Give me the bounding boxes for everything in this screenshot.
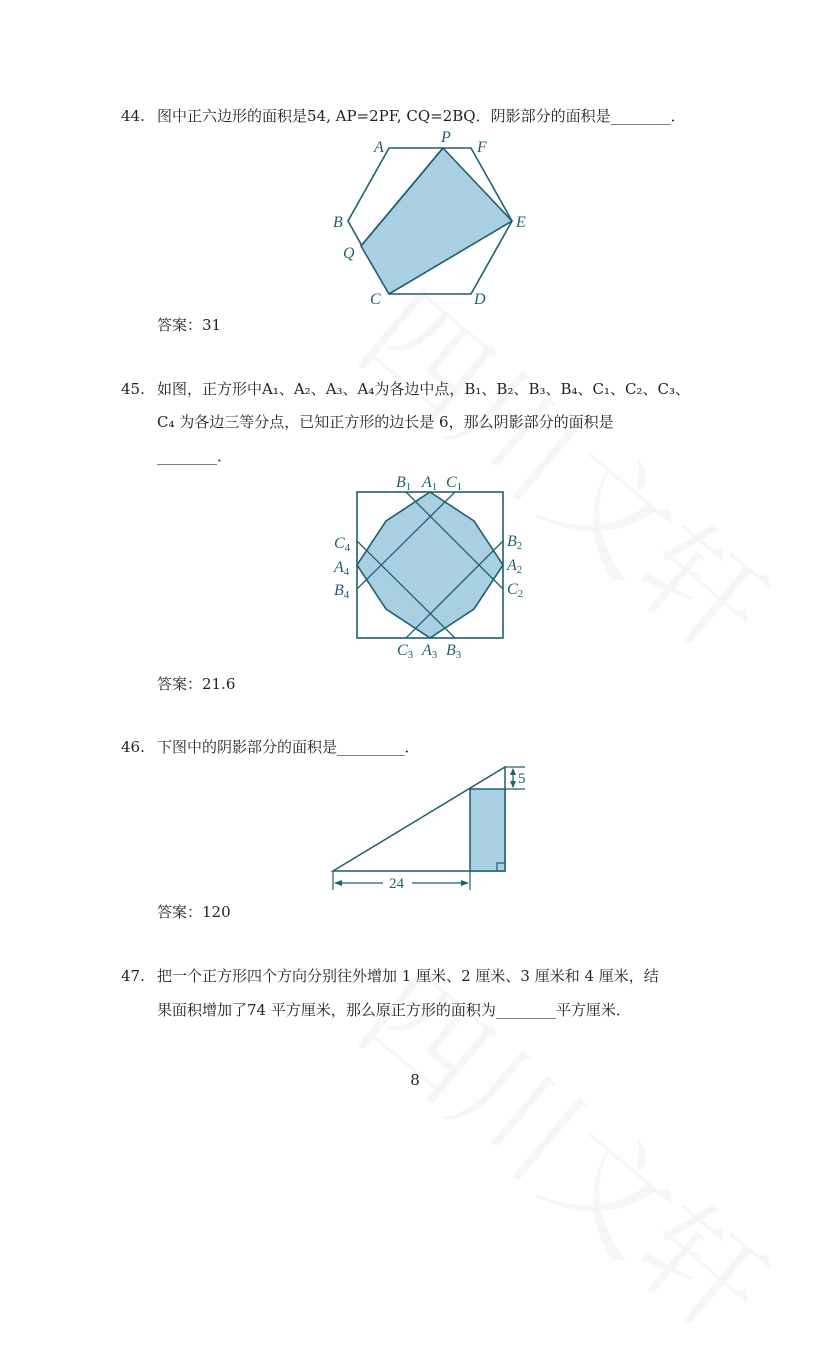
label-E: E	[516, 214, 526, 231]
answer-value: 21.6	[202, 675, 236, 693]
problem-46-answer	[157, 901, 231, 922]
arrow-down	[510, 781, 516, 788]
label-B: B	[333, 214, 343, 231]
problem-44-number: 44.	[121, 107, 145, 125]
label-C: C	[370, 291, 381, 308]
label-P: P	[441, 129, 451, 146]
arrow-right	[461, 880, 469, 886]
label-C3: C3	[397, 642, 414, 661]
label-C4: C4	[334, 535, 351, 554]
problem-45-text-line-1: 如图，正方形中A₁、A₂、A₃、A₄为各边中点，B₁、B₂、B₃、B₄、C₁、C₂、C₃、	[157, 380, 691, 398]
label-A: A	[374, 139, 384, 156]
label-B3: B3	[446, 642, 462, 661]
answer-value: 120	[202, 903, 231, 921]
label-A3: A3	[422, 642, 438, 661]
problem-44-text: 图中正六边形的面积是54, AP=2PF, CQ=2BQ．阴影部分的面积是________．	[157, 107, 686, 125]
label-Q: Q	[343, 245, 355, 262]
problem-47-text-line-2: 果面积增加了74 平方厘米，那么原正方形的面积为________平方厘米．	[157, 1001, 631, 1019]
label-D: D	[474, 291, 486, 308]
answer-label: 答案：	[157, 675, 203, 693]
label-B1: B1	[396, 474, 412, 493]
label-C1: C1	[446, 474, 463, 493]
label-A2: A2	[507, 557, 523, 576]
label-A1: A1	[422, 474, 438, 493]
problem-46-number: 46.	[121, 738, 145, 756]
problem-47-number: 47.	[121, 967, 145, 985]
answer-value: 31	[202, 316, 222, 334]
label-F: F	[477, 139, 487, 156]
page-number: 8	[410, 1071, 420, 1089]
arrow-left	[334, 880, 342, 886]
label-A4: A4	[334, 559, 350, 578]
problem-45-text-line-2: C₄ 为各边三等分点，已知正方形的边长是 6，那么阴影部分的面积是	[157, 413, 614, 431]
answer-label: 答案：	[157, 316, 203, 334]
problem-47-text-line-1: 把一个正方形四个方向分别往外增加 1 厘米、2 厘米、3 厘米和 4 厘米，结	[157, 967, 659, 985]
problem-46-text: 下图中的阴影部分的面积是_________．	[157, 738, 420, 756]
label-B2: B2	[507, 533, 523, 552]
arrow-up	[510, 768, 516, 775]
shaded-rectangle	[470, 789, 505, 871]
width-label: 24	[389, 876, 404, 892]
label-C2: C2	[507, 581, 524, 600]
height-label: 5	[518, 771, 526, 787]
answer-label: 答案：	[157, 903, 203, 921]
label-B4: B4	[334, 582, 350, 601]
problem-45-number: 45.	[121, 380, 145, 398]
problem-45-text-line-3: ________．	[157, 447, 233, 465]
